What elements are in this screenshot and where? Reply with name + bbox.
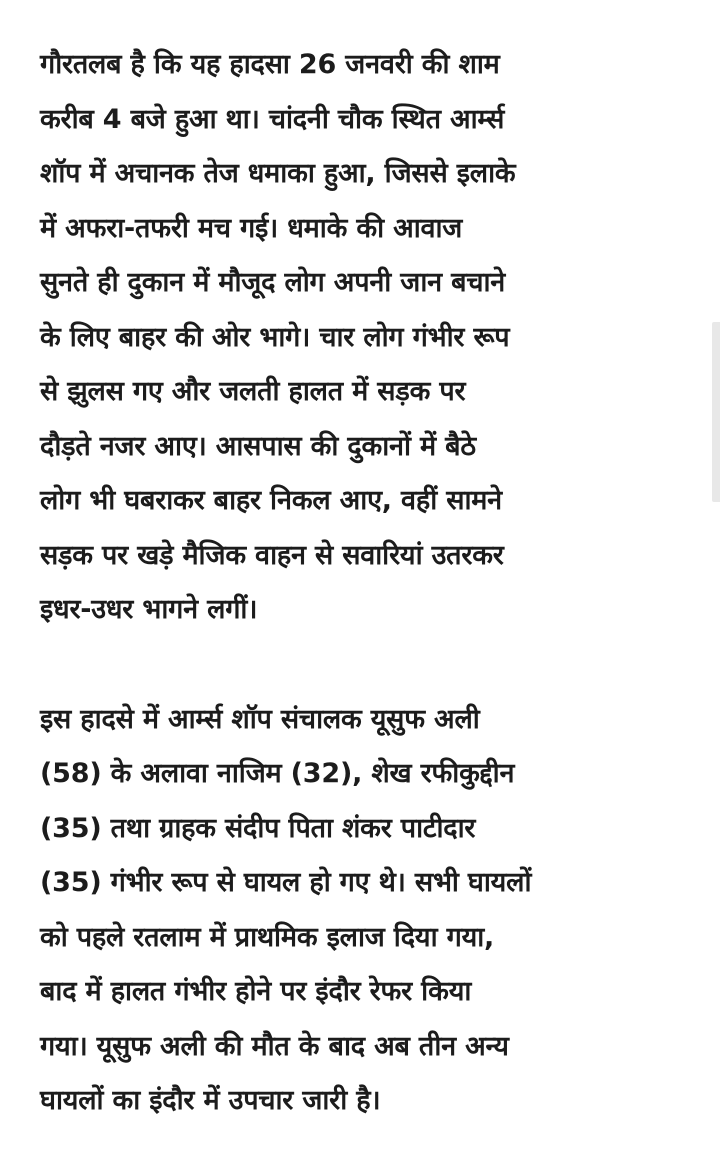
paragraph-spacer: [40, 638, 690, 693]
text-line: के लिए बाहर की ओर भागे। चार लोग गंभीर रूप: [40, 321, 510, 353]
text-line: इधर-उधर भागने लगीं।: [40, 594, 258, 625]
text-line: (58) के अलावा नाजिम (32), शेख रफीकुद्दीन: [40, 758, 515, 789]
text-line: में अफरा-तफरी मच गई। धमाके की आवाज: [40, 212, 463, 244]
text-line: करीब 4 बजे हुआ था। चांदनी चौक स्थित आर्म्स: [40, 103, 505, 135]
paragraph-injured: [40, 693, 690, 1129]
text-line: सुनते ही दुकान में मौजूद लोग अपनी जान बचाने: [40, 267, 506, 298]
text-line: गौरतलब है कि यह हादसा 26 जनवरी की शाम: [40, 49, 500, 80]
text-line: इस हादसे में आर्म्स शॉप संचालक यूसुफ अली: [40, 703, 480, 735]
text-line: (35) तथा ग्राहक संदीप पिता शंकर पाटीदार: [40, 812, 476, 844]
text-line: बाद में हालत गंभीर होने पर इंदौर रेफर किया: [40, 976, 472, 1007]
text-line: शॉप में अचानक तेज धमाका हुआ, जिससे इलाके: [40, 158, 516, 189]
text-line: को पहले रतलाम में प्राथमिक इलाज दिया गया,: [40, 921, 495, 953]
text-line: गया। यूसुफ अली की मौत के बाद अब तीन अन्य: [40, 1030, 509, 1062]
paragraph-incident: [40, 38, 690, 638]
text-line: सड़क पर खड़े मैजिक वाहन से सवारियां उतरकर: [40, 539, 504, 571]
scrollbar-thumb[interactable]: [712, 322, 720, 502]
text-line: से झुलस गए और जलती हालत में सड़क पर: [40, 376, 466, 407]
article-body: [40, 38, 690, 1129]
text-line: घायलों का इंदौर में उपचार जारी है।: [40, 1085, 381, 1116]
text-line: (35) गंभीर रूप से घायल हो गए थे। सभी घायलों: [40, 867, 532, 898]
text-line: लोग भी घबराकर बाहर निकल आए, वहीं सामने: [40, 485, 502, 516]
text-line: दौड़ते नजर आए। आसपास की दुकानों में बैठे: [40, 430, 476, 462]
